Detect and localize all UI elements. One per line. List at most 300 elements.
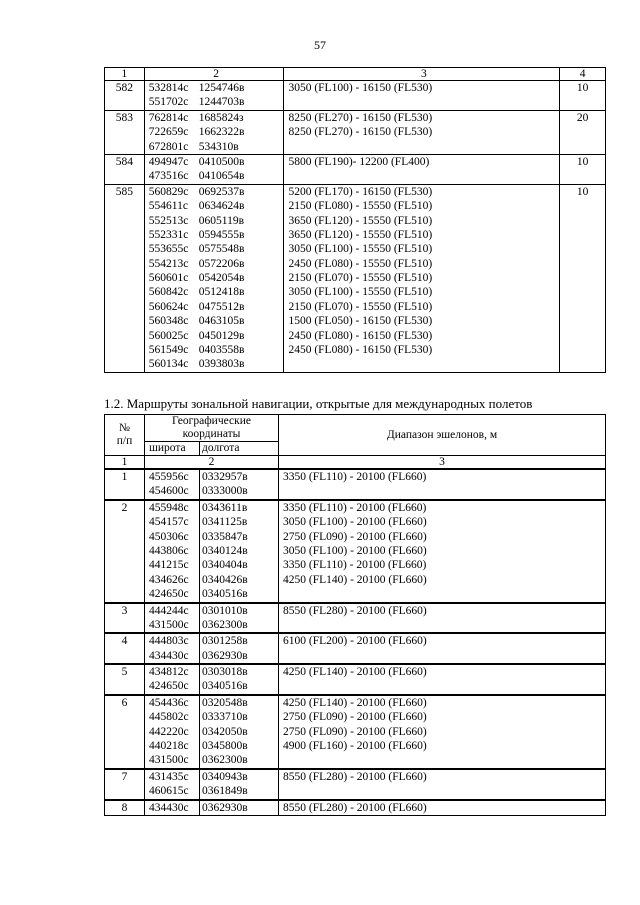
table-row bbox=[105, 544, 606, 558]
latitude-text: 424650с bbox=[149, 680, 189, 693]
coord-line bbox=[149, 228, 284, 242]
latitude bbox=[145, 649, 200, 664]
longitude bbox=[200, 530, 279, 544]
header-num-line: № bbox=[119, 422, 130, 434]
latitude: 560601с bbox=[148, 272, 189, 285]
coord-line bbox=[149, 257, 284, 271]
latitude-text: 434812с bbox=[149, 666, 189, 679]
latitude: 560348с bbox=[148, 315, 189, 328]
latitude bbox=[145, 679, 200, 694]
table-row bbox=[105, 695, 606, 710]
longitude-text: 0345800в bbox=[202, 740, 248, 753]
route-number bbox=[105, 81, 145, 111]
header-lon: долгота bbox=[200, 442, 279, 456]
latitude bbox=[145, 664, 200, 679]
latitude bbox=[145, 618, 200, 633]
latitude bbox=[145, 603, 200, 618]
coords-cell bbox=[144, 154, 284, 184]
flight-level-range-text: 8550 (FL280) - 20100 (FL660) bbox=[283, 604, 427, 617]
table-row bbox=[105, 469, 606, 484]
flight-level-range bbox=[279, 800, 606, 816]
flight-level-range bbox=[279, 618, 606, 633]
latitude: 561549с bbox=[148, 344, 189, 357]
longitude: 0450129в bbox=[198, 329, 245, 342]
flight-level-range-text: 2750 (FL090) - 20100 (FL660) bbox=[283, 530, 427, 543]
table-row bbox=[105, 500, 606, 515]
latitude-text: 444244с bbox=[149, 604, 189, 617]
flight-level-range bbox=[279, 725, 606, 739]
longitude: 534310в bbox=[198, 140, 239, 153]
column-number: 4 bbox=[560, 68, 606, 81]
flight-level-range: 1500 (FL050) - 16150 (FL530) bbox=[288, 315, 433, 328]
coords-cell bbox=[144, 184, 284, 372]
longitude bbox=[200, 603, 279, 618]
longitude bbox=[200, 649, 279, 664]
longitude bbox=[200, 544, 279, 558]
width-value: 10 bbox=[576, 155, 589, 168]
route-number-text: 582 bbox=[115, 82, 134, 94]
route-number bbox=[105, 184, 145, 372]
latitude-text: 455956с bbox=[149, 471, 189, 483]
route-number-text: 1 bbox=[121, 471, 128, 483]
longitude bbox=[200, 633, 279, 648]
latitude: 553655с bbox=[148, 243, 189, 256]
route-number bbox=[105, 800, 145, 816]
column-number: 1 bbox=[105, 68, 145, 81]
column-number: 2 bbox=[144, 68, 284, 81]
longitude-text: 0343611в bbox=[202, 501, 248, 514]
flight-level-range-text: 4900 (FL160) - 20100 (FL660) bbox=[283, 740, 427, 753]
longitude: 0410500в bbox=[198, 155, 245, 168]
table-row bbox=[105, 618, 606, 633]
flight-level-range-text bbox=[283, 784, 605, 798]
longitude: 0542054в bbox=[198, 272, 245, 285]
route-number bbox=[105, 500, 145, 603]
range-cell bbox=[284, 154, 560, 184]
width-cell bbox=[560, 81, 606, 111]
latitude: 560842с bbox=[148, 286, 189, 299]
latitude: 551702с bbox=[148, 96, 189, 109]
latitude-text: 440218с bbox=[149, 740, 189, 753]
flight-level-range bbox=[279, 515, 606, 529]
longitude-text: 0362300в bbox=[202, 618, 248, 631]
flight-level-range bbox=[279, 587, 606, 602]
flight-level-range: 2450 (FL080) - 16150 (FL530) bbox=[288, 329, 433, 342]
header-coords: Географические координаты bbox=[145, 415, 279, 442]
flight-level-range: 2450 (FL080) - 16150 (FL530) bbox=[288, 344, 433, 357]
coord-line bbox=[149, 111, 284, 125]
route-number-text: 5 bbox=[121, 666, 128, 679]
flight-level-range bbox=[279, 664, 606, 679]
latitude bbox=[145, 530, 200, 544]
route-number-text: 4 bbox=[121, 635, 128, 648]
column-number: 2 bbox=[145, 456, 279, 470]
latitude: 554611с bbox=[148, 200, 188, 213]
flight-level-range bbox=[279, 573, 606, 587]
flight-level-range bbox=[279, 633, 606, 648]
route-number-text: 584 bbox=[115, 155, 134, 168]
latitude bbox=[145, 800, 200, 816]
longitude-text: 0332957в bbox=[202, 471, 248, 483]
coord-line bbox=[149, 300, 284, 314]
table-row bbox=[105, 649, 606, 664]
latitude-text: 431435с bbox=[149, 770, 189, 783]
longitude: 0403558в bbox=[198, 344, 245, 357]
longitude-text: 0362300в bbox=[202, 754, 248, 767]
longitude bbox=[200, 484, 279, 499]
flight-level-range: 2150 (FL070) - 15550 (FL510) bbox=[288, 272, 433, 285]
longitude-text: 0340124в bbox=[202, 544, 248, 557]
latitude: 532814с bbox=[148, 82, 189, 94]
flight-level-range-text: 6100 (FL200) - 20100 (FL660) bbox=[283, 635, 427, 648]
flight-level-range: 3050 (FL100) - 15550 (FL510) bbox=[288, 243, 433, 256]
latitude: 560134с bbox=[148, 358, 189, 371]
latitude-text: 444803с bbox=[149, 635, 189, 648]
flight-level-range-text: 3350 (FL110) - 20100 (FL660) bbox=[283, 501, 427, 514]
longitude: 0475512в bbox=[198, 300, 245, 313]
table-row bbox=[105, 725, 606, 739]
table-row bbox=[105, 573, 606, 587]
column-number-row bbox=[105, 456, 606, 470]
latitude-text: 434430с bbox=[149, 649, 189, 662]
coord-line bbox=[149, 242, 284, 256]
longitude: 0572206в bbox=[198, 257, 245, 270]
coord-line bbox=[149, 214, 284, 228]
latitude-text: 441215с bbox=[149, 559, 189, 572]
longitude-text: 0340943в bbox=[202, 770, 248, 783]
flight-level-range: 2150 (FL080) - 15550 (FL510) bbox=[288, 200, 433, 213]
width-value: 10 bbox=[576, 185, 589, 198]
latitude-text: 431500с bbox=[149, 754, 189, 767]
latitude bbox=[145, 573, 200, 587]
latitude bbox=[145, 710, 200, 724]
longitude-text: 0335847в bbox=[202, 530, 248, 543]
latitude: 554213с bbox=[148, 257, 189, 270]
longitude: 0634624в bbox=[198, 200, 245, 213]
flight-level-range bbox=[279, 544, 606, 558]
flight-level-range bbox=[279, 769, 606, 784]
longitude bbox=[200, 753, 279, 768]
latitude-text: 454600с bbox=[149, 485, 189, 498]
flight-level-range-text bbox=[283, 484, 605, 498]
longitude-text: 0340404в bbox=[202, 559, 248, 572]
routes-table-continued bbox=[104, 67, 606, 373]
flight-level-range-text: 3050 (FL100) - 20100 (FL660) bbox=[283, 516, 427, 529]
flight-level-range: 3050 (FL100) - 15550 (FL510) bbox=[288, 286, 433, 299]
table-row bbox=[105, 664, 606, 679]
coord-line bbox=[149, 140, 284, 154]
longitude: 1685824з bbox=[198, 111, 244, 124]
latitude bbox=[145, 558, 200, 572]
latitude bbox=[145, 515, 200, 529]
latitude bbox=[145, 753, 200, 768]
flight-level-range-text bbox=[283, 618, 605, 632]
table-row bbox=[105, 769, 606, 784]
flight-level-range-text: 3050 (FL100) - 20100 (FL660) bbox=[283, 544, 427, 557]
width-cell bbox=[560, 154, 606, 184]
latitude-text: 431500с bbox=[149, 618, 189, 631]
latitude bbox=[145, 469, 200, 484]
flight-level-range-text bbox=[283, 649, 605, 663]
flight-level-range: 3650 (FL120) - 15550 (FL510) bbox=[288, 214, 433, 227]
range-cell bbox=[284, 184, 560, 372]
latitude: 552331с bbox=[148, 228, 189, 241]
latitude-text: 434430с bbox=[149, 801, 189, 814]
longitude bbox=[200, 469, 279, 484]
table-row bbox=[105, 154, 606, 184]
table-row bbox=[105, 587, 606, 602]
coord-line bbox=[149, 81, 284, 95]
flight-level-range-text: 2750 (FL090) - 20100 (FL660) bbox=[283, 725, 427, 738]
rnav-routes-table bbox=[104, 414, 606, 816]
latitude-text: 450306с bbox=[149, 530, 189, 543]
header-num-line: п/п bbox=[116, 435, 133, 447]
latitude-text: 442220с bbox=[149, 725, 189, 738]
width-value: 20 bbox=[576, 111, 589, 124]
column-number-row bbox=[105, 68, 606, 81]
latitude-text: 454436с bbox=[149, 696, 189, 709]
coord-line bbox=[149, 285, 284, 299]
table-row bbox=[105, 603, 606, 618]
coord-line bbox=[149, 169, 284, 183]
latitude bbox=[145, 769, 200, 784]
longitude bbox=[200, 769, 279, 784]
coords-cell bbox=[144, 81, 284, 111]
table-row bbox=[105, 800, 606, 816]
header-range: Диапазон эшелонов, м bbox=[279, 415, 606, 456]
latitude: 560829с bbox=[148, 185, 189, 198]
flight-level-range: 3050 (FL100) - 16150 (FL530) bbox=[288, 82, 433, 94]
table-row bbox=[105, 633, 606, 648]
coord-line bbox=[149, 125, 284, 139]
flight-level-range-text bbox=[283, 679, 605, 693]
longitude-text: 0303018в bbox=[202, 666, 248, 679]
header-num bbox=[105, 415, 145, 456]
longitude: 0594555в bbox=[198, 228, 245, 241]
longitude-text: 0333710в bbox=[202, 711, 248, 724]
section-title: 1.2. Маршруты зональной навигации, открытые для международных полетов bbox=[104, 396, 533, 411]
latitude-text: 443806с bbox=[149, 544, 189, 557]
route-number-text: 585 bbox=[115, 185, 134, 198]
latitude bbox=[145, 784, 200, 799]
table-row bbox=[105, 530, 606, 544]
route-number bbox=[105, 769, 145, 800]
longitude bbox=[200, 679, 279, 694]
latitude: 552513с bbox=[148, 214, 189, 227]
route-number-text: 8 bbox=[121, 801, 128, 814]
longitude-text: 0340516в bbox=[202, 680, 248, 693]
flight-level-range-text: 4250 (FL140) - 20100 (FL660) bbox=[283, 666, 427, 679]
latitude bbox=[145, 725, 200, 739]
longitude: 1662322в bbox=[198, 126, 245, 139]
route-number bbox=[105, 664, 145, 695]
column-number: 1 bbox=[105, 456, 145, 470]
route-number bbox=[105, 469, 145, 500]
latitude bbox=[145, 544, 200, 558]
flight-level-range: 8250 (FL270) - 16150 (FL530) bbox=[288, 126, 433, 139]
table-row bbox=[105, 739, 606, 753]
flight-level-range-text: 3350 (FL110) - 20100 (FL660) bbox=[283, 559, 427, 572]
flight-level-range bbox=[279, 679, 606, 694]
coords-cell bbox=[144, 110, 284, 154]
longitude bbox=[200, 664, 279, 679]
latitude bbox=[145, 484, 200, 499]
flight-level-range bbox=[279, 695, 606, 710]
flight-level-range-text: 2750 (FL090) - 20100 (FL660) bbox=[283, 711, 427, 724]
flight-level-range bbox=[279, 469, 606, 484]
flight-level-range-text: 8550 (FL280) - 20100 (FL660) bbox=[283, 801, 427, 814]
coord-line bbox=[149, 357, 284, 371]
longitude-text: 0301258в bbox=[202, 635, 248, 648]
flight-level-range: 3650 (FL120) - 15550 (FL510) bbox=[288, 228, 433, 241]
route-number bbox=[105, 633, 145, 664]
latitude: 672801с bbox=[148, 140, 189, 153]
longitude bbox=[200, 618, 279, 633]
width-cell bbox=[560, 110, 606, 154]
coord-line bbox=[149, 155, 284, 169]
route-number-text: 2 bbox=[121, 501, 128, 514]
latitude bbox=[145, 587, 200, 602]
route-number bbox=[105, 603, 145, 634]
table-row bbox=[105, 184, 606, 372]
longitude-text: 0320548в bbox=[202, 696, 248, 709]
page-number: 57 bbox=[314, 38, 326, 52]
flight-level-range-text: 4250 (FL140) - 20100 (FL660) bbox=[283, 696, 427, 709]
longitude: 1254746в bbox=[198, 82, 245, 94]
flight-level-range: 2150 (FL070) - 15550 (FL510) bbox=[288, 300, 433, 313]
flight-level-range: 8250 (FL270) - 16150 (FL530) bbox=[288, 111, 433, 124]
coord-line bbox=[149, 271, 284, 285]
coord-line bbox=[149, 343, 284, 357]
flight-level-range bbox=[279, 484, 606, 499]
latitude-text: 460615с bbox=[149, 785, 189, 798]
latitude bbox=[145, 500, 200, 515]
header-lat: широта bbox=[145, 442, 200, 456]
table-row bbox=[105, 679, 606, 694]
range-cell bbox=[284, 110, 560, 154]
route-number bbox=[105, 695, 145, 769]
latitude: 560624с bbox=[148, 300, 189, 313]
coord-line bbox=[149, 95, 284, 109]
latitude-text: 445802с bbox=[149, 711, 189, 724]
coord-line bbox=[149, 314, 284, 328]
longitude-text: 0333000в bbox=[202, 485, 248, 498]
longitude bbox=[200, 515, 279, 529]
flight-level-range bbox=[279, 500, 606, 515]
longitude-text: 0341125в bbox=[202, 516, 248, 529]
route-number-text: 6 bbox=[121, 696, 128, 709]
route-number bbox=[105, 154, 145, 184]
coord-line bbox=[149, 199, 284, 213]
latitude bbox=[145, 739, 200, 753]
latitude-text: 434626с bbox=[149, 573, 189, 586]
table-row bbox=[105, 558, 606, 572]
longitude-text: 0362930в bbox=[202, 801, 248, 814]
route-number bbox=[105, 110, 145, 154]
flight-level-range-text: 3350 (FL110) - 20100 (FL660) bbox=[283, 471, 427, 483]
coord-line bbox=[149, 329, 284, 343]
latitude: 722659с bbox=[148, 126, 189, 139]
flight-level-range bbox=[279, 753, 606, 768]
column-number: 3 bbox=[284, 68, 560, 81]
header-num-label bbox=[105, 422, 144, 448]
route-number-text: 583 bbox=[115, 111, 134, 124]
table-row bbox=[105, 110, 606, 154]
latitude: 494947с bbox=[148, 155, 189, 168]
route-number-text: 3 bbox=[121, 604, 128, 617]
flight-level-range-text bbox=[283, 587, 605, 601]
coord-line bbox=[149, 185, 284, 199]
flight-level-range bbox=[279, 603, 606, 618]
longitude-text: 0342050в bbox=[202, 725, 248, 738]
flight-level-range bbox=[279, 784, 606, 799]
flight-level-range-text: 4250 (FL140) - 20100 (FL660) bbox=[283, 573, 427, 586]
table-row bbox=[105, 484, 606, 499]
longitude: 0463105в bbox=[198, 315, 245, 328]
latitude: 473516с bbox=[148, 170, 189, 183]
longitude: 1244703в bbox=[198, 96, 245, 109]
longitude bbox=[200, 695, 279, 710]
latitude bbox=[145, 695, 200, 710]
longitude bbox=[200, 800, 279, 816]
latitude: 560025с bbox=[148, 329, 189, 342]
table-row bbox=[105, 515, 606, 529]
longitude-text: 0301010в bbox=[202, 604, 248, 617]
table-row bbox=[105, 784, 606, 799]
flight-level-range: 5800 (FL190)- 12200 (FL400) bbox=[288, 155, 430, 168]
table-row bbox=[105, 81, 606, 111]
longitude bbox=[200, 558, 279, 572]
flight-level-range bbox=[279, 530, 606, 544]
longitude: 0512418в bbox=[198, 286, 245, 299]
table-row bbox=[105, 710, 606, 724]
latitude: 762814с bbox=[148, 111, 189, 124]
longitude: 0575548в bbox=[198, 243, 245, 256]
range-cell bbox=[284, 81, 560, 111]
flight-level-range bbox=[279, 649, 606, 664]
flight-level-range bbox=[279, 558, 606, 572]
latitude-text: 424650с bbox=[149, 588, 189, 601]
column-number: 3 bbox=[279, 456, 606, 470]
longitude: 0410654в bbox=[198, 170, 245, 183]
longitude bbox=[200, 500, 279, 515]
longitude bbox=[200, 573, 279, 587]
flight-level-range-text: 8550 (FL280) - 20100 (FL660) bbox=[283, 770, 427, 783]
longitude bbox=[200, 725, 279, 739]
longitude-text: 0340516в bbox=[202, 588, 248, 601]
latitude bbox=[145, 633, 200, 648]
width-value: 10 bbox=[576, 82, 589, 94]
latitude-text: 454157с bbox=[149, 516, 189, 529]
longitude-text: 0362930в bbox=[202, 649, 248, 662]
latitude-text: 455948с bbox=[149, 501, 189, 514]
flight-level-range bbox=[279, 710, 606, 724]
longitude-text: 0361849в bbox=[202, 785, 248, 798]
flight-level-range: 2450 (FL080) - 15550 (FL510) bbox=[288, 257, 433, 270]
longitude-text: 0340426в bbox=[202, 573, 248, 586]
longitude bbox=[200, 739, 279, 753]
flight-level-range-text bbox=[283, 753, 605, 767]
flight-level-range: 5200 (FL170) - 16150 (FL530) bbox=[288, 185, 433, 198]
route-number-text: 7 bbox=[121, 770, 128, 783]
longitude bbox=[200, 784, 279, 799]
longitude: 0393803в bbox=[198, 358, 245, 371]
table-row bbox=[105, 753, 606, 768]
longitude: 0692537в bbox=[198, 185, 245, 198]
flight-level-range bbox=[279, 739, 606, 753]
longitude bbox=[200, 710, 279, 724]
longitude: 0605119в bbox=[198, 214, 245, 227]
